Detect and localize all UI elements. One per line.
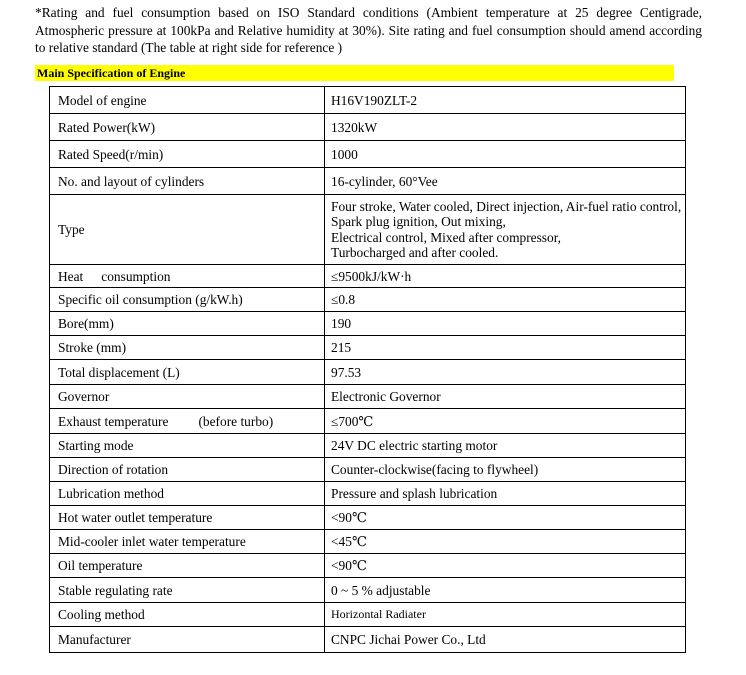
table-row <box>50 288 686 312</box>
spec-param-part: consumption <box>101 268 171 284</box>
spec-param <box>50 409 325 434</box>
spec-value: 190 <box>325 312 686 336</box>
spec-value-line: Four stroke, Water cooled, Direct injection, Air-fuel ratio control, Spark plug ignition, Out mixing, <box>331 198 682 229</box>
spec-param: Starting mode <box>50 434 325 458</box>
table-row <box>50 603 686 627</box>
spec-value: <90℃ <box>325 506 686 530</box>
spec-value-line: Electrical control, Mixed after compressor, <box>331 229 561 245</box>
spec-value: Horizontal Radiater <box>325 603 686 627</box>
spec-value: ≤700℃ <box>325 409 686 434</box>
table-row <box>50 336 686 360</box>
spec-param: Bore(mm) <box>50 312 325 336</box>
spec-param: Rated Speed(r/min) <box>50 141 325 168</box>
spec-value: 1000 <box>325 141 686 168</box>
spec-value: 0 ~ 5 % adjustable <box>325 578 686 603</box>
rating-note: *Rating and fuel consumption based on ISO Standard conditions (Ambient temperature at 25 degree Centigrade, Atmospheric pressure at 100kPa and Relative humidity at 30%). Site rating and fuel consumption should amend according to relative standard (The table at right side for reference ) <box>35 5 702 55</box>
spec-param-part: (before turbo) <box>198 413 274 429</box>
table-row <box>50 87 686 114</box>
spec-param: Hot water outlet temperature <box>50 506 325 530</box>
spec-value: <45℃ <box>325 530 686 554</box>
table-row <box>50 114 686 141</box>
table-row <box>50 195 686 265</box>
table-row <box>50 434 686 458</box>
table-row <box>50 360 686 385</box>
engine-spec-table <box>49 86 686 653</box>
spec-param: Specific oil consumption (g/kW.h) <box>50 288 325 312</box>
spec-param: Cooling method <box>50 603 325 627</box>
spec-value <box>325 195 686 265</box>
table-row <box>50 141 686 168</box>
spec-param: Manufacturer <box>50 627 325 653</box>
spec-param: Rated Power(kW) <box>50 114 325 141</box>
spec-param: Stable regulating rate <box>50 578 325 603</box>
spec-param: Lubrication method <box>50 482 325 506</box>
table-row <box>50 482 686 506</box>
table-row <box>50 409 686 434</box>
spec-value: Counter-clockwise(facing to flywheel) <box>325 458 686 482</box>
spec-param: No. and layout of cylinders <box>50 168 325 195</box>
table-row <box>50 530 686 554</box>
spec-param: Oil temperature <box>50 554 325 578</box>
spec-value: ≤0.8 <box>325 288 686 312</box>
spec-value: 1320kW <box>325 114 686 141</box>
spec-param: Total displacement (L) <box>50 360 325 385</box>
table-row <box>50 385 686 409</box>
table-row <box>50 578 686 603</box>
table-row <box>50 554 686 578</box>
spec-param: Stroke (mm) <box>50 336 325 360</box>
table-row <box>50 265 686 288</box>
spec-value: 16-cylinder, 60°Vee <box>325 168 686 195</box>
spec-param: Governor <box>50 385 325 409</box>
spec-param-part: Heat <box>58 268 84 284</box>
spec-value: 24V DC electric starting motor <box>325 434 686 458</box>
table-row <box>50 506 686 530</box>
table-row <box>50 168 686 195</box>
spec-value: ≤9500kJ/kW·h <box>325 265 686 288</box>
spec-value-line: Turbocharged and after cooled. <box>331 245 499 260</box>
table-row <box>50 312 686 336</box>
table-row <box>50 627 686 653</box>
spec-param: Mid-cooler inlet water temperature <box>50 530 325 554</box>
spec-param: Model of engine <box>50 87 325 114</box>
spec-value: 97.53 <box>325 360 686 385</box>
spec-param: Direction of rotation <box>50 458 325 482</box>
spec-value: Pressure and splash lubrication <box>325 482 686 506</box>
table-row <box>50 458 686 482</box>
spec-value: CNPC Jichai Power Co., Ltd <box>325 627 686 653</box>
spec-param-part: Exhaust temperature <box>58 413 169 429</box>
spec-value: Electronic Governor <box>325 385 686 409</box>
spec-value: 215 <box>325 336 686 360</box>
section-title-main-specification: Main Specification of Engine <box>35 65 674 81</box>
spec-param: Type <box>50 195 325 265</box>
spec-value: H16V190ZLT-2 <box>325 87 686 114</box>
spec-value: <90℃ <box>325 554 686 578</box>
spec-param <box>50 265 325 288</box>
